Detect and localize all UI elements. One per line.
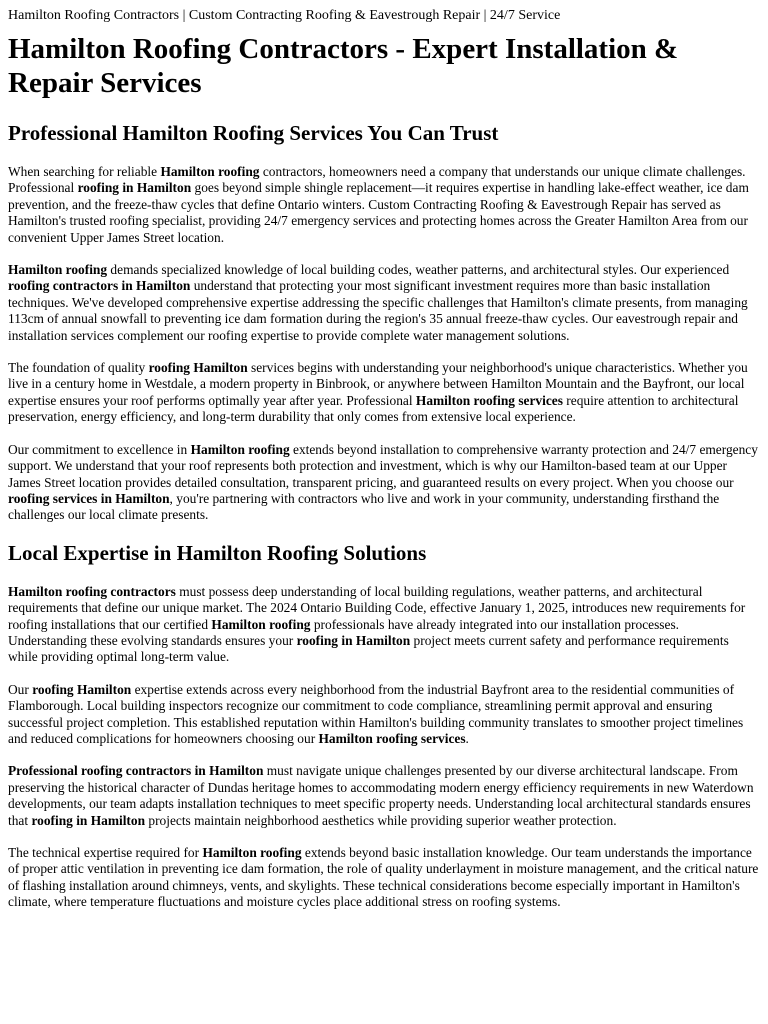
keyword-bold: Hamilton roofing [190, 441, 290, 457]
keyword-bold: Hamilton roofing services [318, 730, 466, 746]
keyword-bold: Hamilton roofing services [415, 392, 563, 408]
keyword-bold: roofing in Hamilton [77, 180, 192, 196]
text-run: When searching for reliable [8, 164, 161, 179]
text-run: require attention to architectural preservation, energy efficiency, and long-term durability that only comes from extensive local experience. [8, 392, 739, 425]
paragraph [8, 682, 760, 748]
text-run: demands specialized knowledge of local building codes, weather patterns, and architectural styles. Our experienced [107, 262, 730, 278]
keyword-bold: roofing Hamilton [32, 681, 132, 697]
keyword-bold: Hamilton roofing [202, 845, 302, 860]
text-run: services begins with understanding your neighborhood's unique characteristics. Whether you live in a century home in Westdale, a modern property in Binbrook, or anywhere between Hamilton Mountain and the Bayfront, our local expertise ensures your roof performs optimally year after year. Professional [8, 360, 748, 408]
section-heading: Local Expertise in Hamilton Roofing Solutions [8, 540, 427, 565]
text-run: projects maintain neighborhood aesthetics while providing superior weather protection. [145, 812, 617, 828]
article-body [8, 120, 760, 911]
keyword-bold: Hamilton roofing [211, 616, 311, 632]
keyword-bold: roofing Hamilton [148, 360, 248, 376]
text-run: extends beyond installation to comprehensive warranty protection and 24/7 emergency support. We understand that your roof represents both protection and investment, which is why our Hamilton-based team at our Upper James Street location provides detailed consultation, transparent pricing, and guaranteed results on every project. When you choose our [8, 441, 758, 490]
paragraph [8, 584, 760, 666]
paragraph [8, 845, 760, 911]
keyword-bold: Hamilton roofing [160, 164, 260, 179]
text-run: must possess deep understanding of local building regulations, weather patterns, and architectural requirements that define our unique market. The 2024 Ontario Building Code, effective January 1, 2025, introduces new requirements for roofing installations that our certified [8, 583, 746, 632]
keyword-bold: roofing in Hamilton [31, 812, 146, 828]
keyword-bold: roofing services in Hamilton [8, 490, 170, 506]
text-run: The technical expertise required for [8, 845, 203, 860]
text-run: goes beyond simple shingle replacement—it requires expertise in handling lake-effect weather, ice dam prevention, and the freeze-thaw cycles that define Ontario winters. Custom Contracting Roofing & Eavestrough Repair has served as Hamilton's trusted roofing specialist, providing 24/7 emergency services and protecting homes across the Greater Hamilton Area from our convenient Upper James Street location. [8, 180, 749, 245]
article-heading: Hamilton Roofing Contractors - Expert Installation & Repair Services [8, 33, 679, 99]
text-run: contractors, homeowners need a company that understands our unique climate challenges. Professional [8, 164, 746, 196]
text-run: Our commitment to excellence in [8, 441, 191, 457]
text-run: The foundation of quality [8, 360, 149, 376]
paragraph [8, 164, 760, 246]
keyword-bold: roofing contractors in Hamilton [8, 278, 191, 294]
text-run: professionals have already integrated into our installation processes. Understanding these evolving standards ensures your [8, 616, 680, 648]
text-run: expertise extends across every neighborhood from the industrial Bayfront area to the residential communities of Flamborough. Local building inspectors recognize our commitment to code compliance, streamlining permit approval and ensuring successful project completion. This established reputation within Hamilton's building community translates to smoother project timelines and reduced complications for homeowners choosing our [8, 681, 744, 746]
text-run: project meets current safety and performance requirements while providing optimal long-term value. [8, 632, 729, 665]
paragraph [8, 262, 760, 344]
paragraph [8, 360, 760, 426]
text-run: . [465, 730, 469, 746]
keyword-bold: roofing in Hamilton [296, 632, 411, 648]
keyword-bold: Professional roofing contractors in Hamilton [8, 763, 264, 779]
text-run: , you're partnering with contractors who live and work in your community, understanding firsthand the challenges our local climate presents. [8, 490, 720, 523]
paragraph [8, 442, 760, 524]
section-heading: Professional Hamilton Roofing Services You Can Trust [8, 121, 499, 145]
text-run: understand that protecting your most significant investment requires more than basic installation techniques. We've developed comprehensive expertise addressing the specific challenges that Hamilton's climate presents, from managing 113cm of annual snowfall to preventing ice dam formation during the region's 35 annual freeze-thaw cycles. Our eavestrough repair and installation services complement our roofing expertise to provide complete water management solutions. [8, 278, 748, 343]
text-run: extends beyond basic installation knowledge. Our team understands the importance of proper attic ventilation in preventing ice dam formation, the role of quality underlayment in moisture management, and the critical nature of flashing installation around chimneys, vents, and skylights. These technical considerations become especially important in Hamilton's climate, where temperature fluctuations and moisture cycles place additional stress on roofing systems. [8, 845, 759, 910]
text-run: Our [8, 681, 33, 697]
paragraph [8, 763, 760, 829]
page-title: Hamilton Roofing Contractors | Custom Contracting Roofing & Eavestrough Repair | 24/7 Service [8, 8, 561, 23]
text-run: must navigate unique challenges presented by our diverse architectural landscape. From preserving the historical character of Dundas heritage homes to accommodating modern energy efficiency requirements in new Waterdown developments, our team adapts installation techniques to meet specific property needs. Understanding local architectural standards ensures that [8, 763, 754, 828]
keyword-bold: Hamilton roofing [8, 262, 108, 278]
keyword-bold: Hamilton roofing contractors [8, 583, 176, 599]
